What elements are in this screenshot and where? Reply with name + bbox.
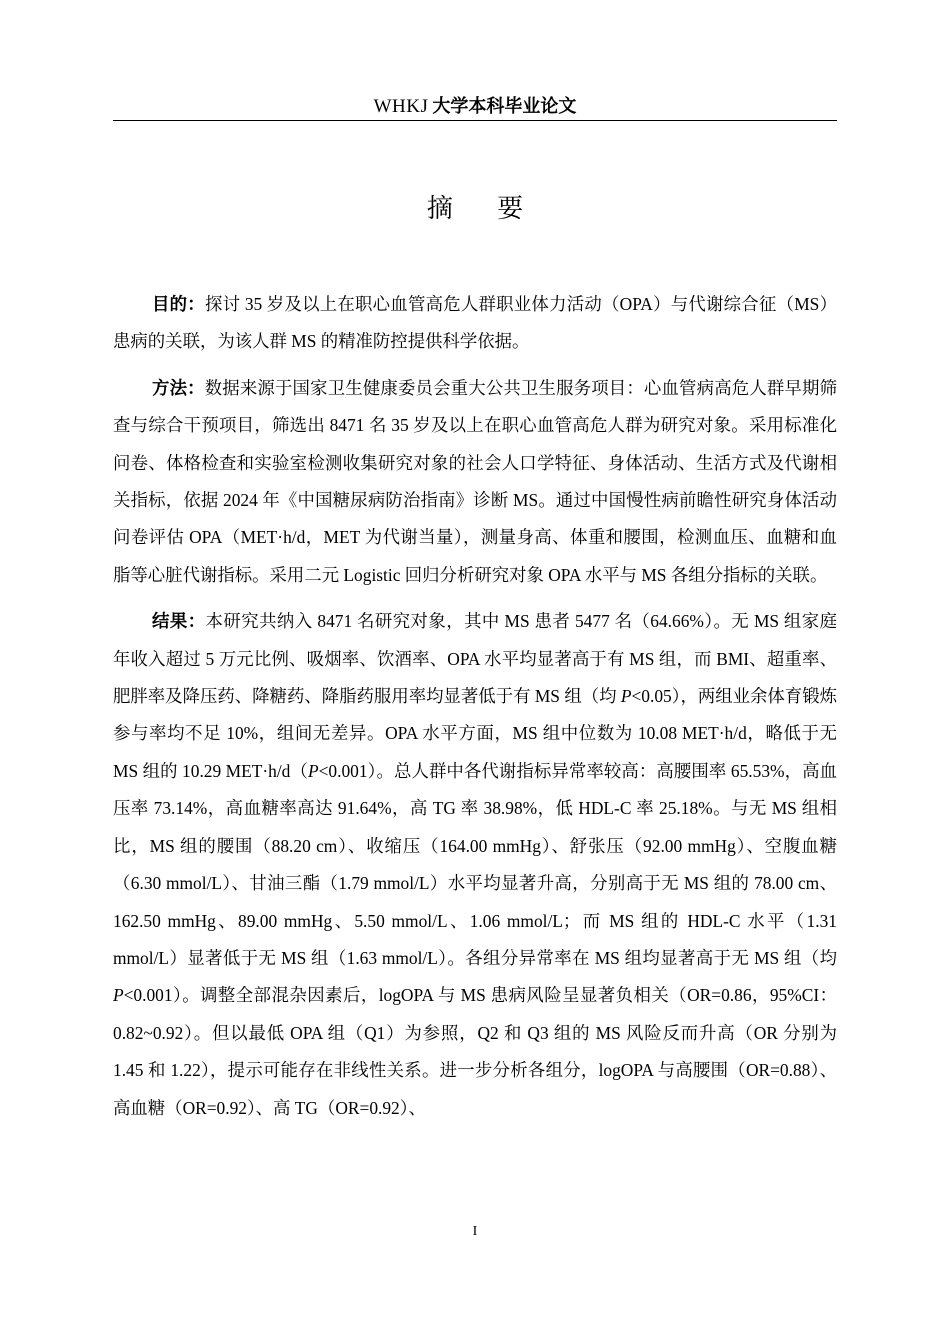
paragraph-objective: [113, 286, 837, 361]
text-results-part: 本研究共纳入 8471 名研究对象，其中 MS 患者 5477 名（64.66%）。无 MS 组家庭年收入超过 5 万元比例、吸烟率、饮酒率、OPA 水平均显著高于有 MS 组，而 BMI、超重率、肥胖率及降压药、降糖药、降脂药服用率均显著低于有 MS 组（均: [113, 611, 837, 707]
text-results-part: <0.05），两组业余体育锻炼参与率均不足 10%，组间无差异。OPA 水平方面，MS 组中位数为 10.08 MET·h/d，略低于无 MS 组的 10.29 MET·h/d（: [113, 686, 837, 781]
label-objective: 目的：: [152, 294, 205, 314]
text-results-part: <0.001）。总人群中各代谢指标异常率较高：高腰围率 65.53%，高血压率 73.14%，高血糖率高达 91.64%，高 TG 率 38.98%，低 HDL-C 率 25.18%。与无 MS 组相比，MS 组的腰围（88.20 cm）、收缩压（164.00 mmHg）、舒张压（92.00 mmHg）、空腹血糖（6.30 mmol/L）、甘油三酯（1.79 mmol/L）水平均显著升高，分别高于无 MS 组的 78.00 cm、162.50 mmHg、89.00 mmHg、5.50 mmol/L、1.06 mmol/L；而 MS 组的 HDL-C 水平（1.31 mmol/L）显著低于无 MS 组（1.63 mmol/L）。各组分异常率在 MS 组均显著高于无 MS 组（均: [113, 760, 838, 968]
label-methods: 方法：: [152, 377, 205, 398]
p-value-symbol: P: [307, 760, 319, 781]
p-value-symbol: P: [113, 985, 124, 1006]
running-header: [113, 92, 837, 121]
abstract-body: [113, 286, 837, 1136]
header-university-code: WHKJ: [373, 96, 429, 117]
text-objective: 探讨 35 岁及以上在职心血管高危人群职业体力活动（OPA）与代谢综合征（MS）患病的关联，为该人群 MS 的精准防控提供科学依据。: [113, 294, 837, 352]
abstract-title: 摘 要: [426, 194, 542, 224]
page-number: I: [472, 1224, 478, 1239]
header-thesis-label: 大学本科毕业论文: [432, 96, 577, 117]
text-results-part: <0.001）。调整全部混杂因素后，logOPA 与 MS 患病风险呈显著负相关（OR=0.86，95%CI： 0.82~0.92）。但以最低 OPA 组（Q1）为参照，Q2 和 Q3 组的 MS 风险反而升高（OR 分别为 1.45 和 1.22），提示可能存在非线性关系。进一步分析各组分，logOPA 与高腰围（OR=0.88）、高血糖（OR=0.92）、高 TG（OR=0.92）、: [113, 985, 837, 1118]
paragraph-results: [113, 603, 837, 1127]
p-value-symbol: P: [620, 686, 632, 707]
label-results: 结果：: [152, 611, 206, 632]
paragraph-methods: [113, 370, 837, 594]
text-methods: 数据来源于国家卫生健康委员会重大公共卫生服务项目：心血管病高危人群早期筛查与综合干预项目，筛选出 8471 名 35 岁及以上在职心血管高危人群为研究对象。采用标准化问卷、体格检查和实验室检测收集研究对象的社会人口学特征、身体活动、生活方式及代谢相关指标，依据 2024 年《中国糖尿病防治指南》诊断 MS。通过中国慢性病前瞻性研究身体活动问卷评估 OPA（MET·h/d，MET 为代谢当量），测量身高、体重和腰围，检测血压、血糖和血脂等心脏代谢指标。采用二元 Logistic 回归分析研究对象 OPA 水平与 MS 各组分指标的关联。: [113, 377, 837, 585]
